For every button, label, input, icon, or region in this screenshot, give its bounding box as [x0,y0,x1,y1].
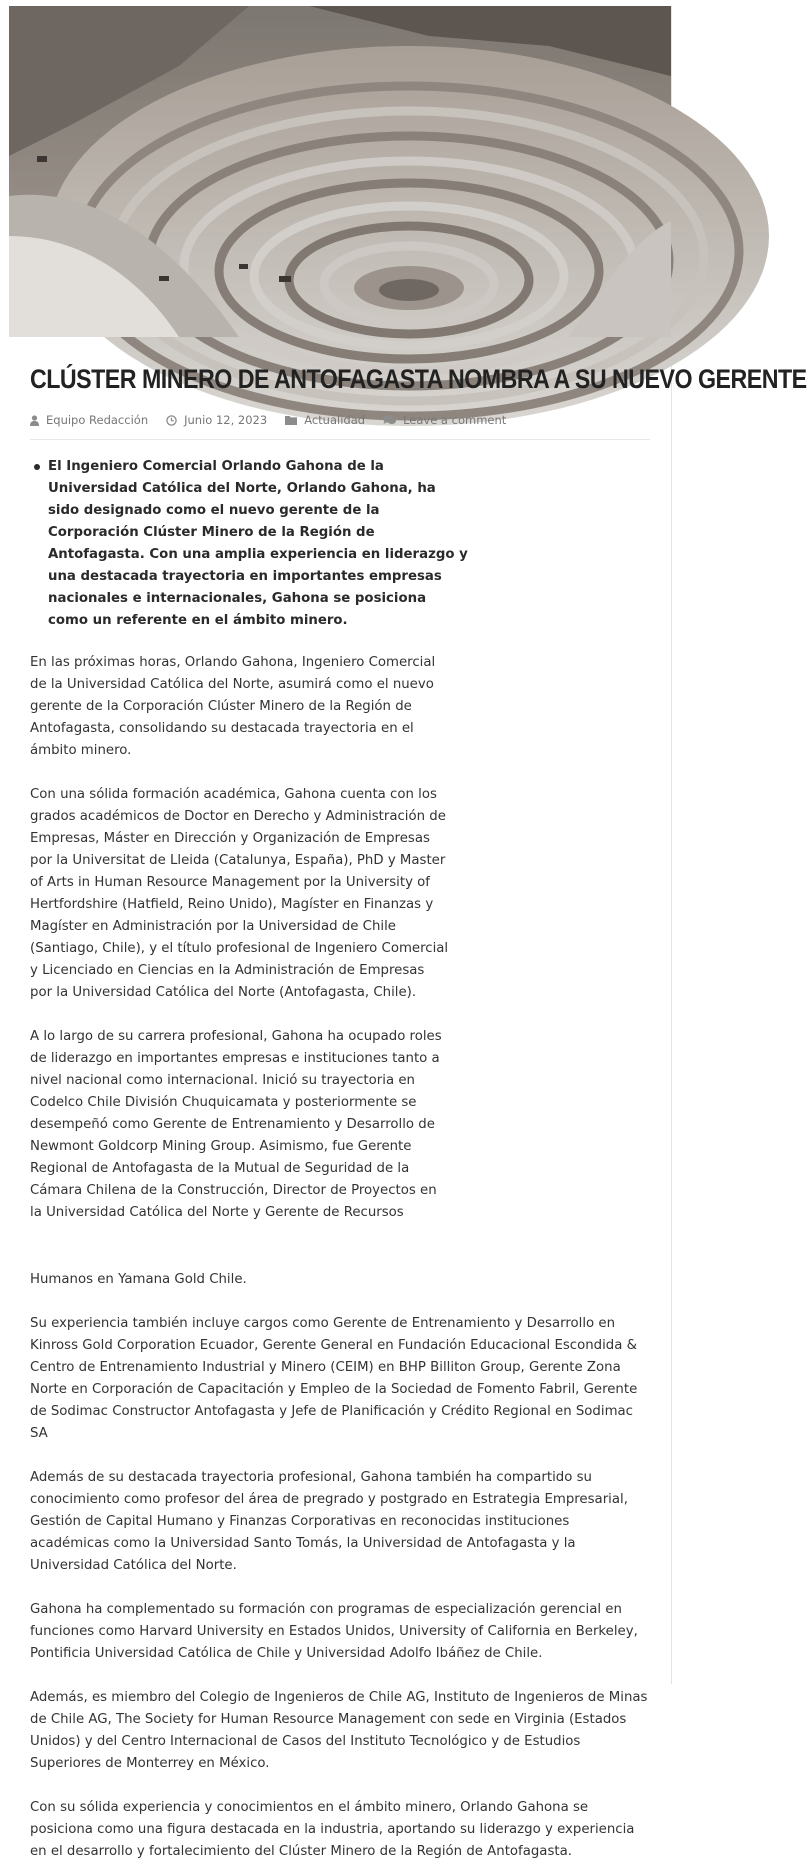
paragraph-5: Su experiencia también incluye cargos como Gerente de Entrenamiento y Desarrollo en Kinross Gold Corporation Ecuador, Gerente General en Fundación Educacional Escondida & Centro de Entrenamiento Industrial y Minero (CEIM) en BHP Billiton Group, Gerente Zona Norte en Corporación de Capacitación y Empleo de la Sociedad de Fomento Fabril, Gerente de Sodimac Constructor Antofagasta y Jefe de Planificación y Crédito Regional en Sodimac SA [30,1316,638,1441]
meta-category[interactable] [285,413,365,427]
paragraph-2: Con una sólida formación académica, Gahona cuenta con los grados académicos de Doctor en Derecho y Administración de Empresas, Máster en Dirección y Organización de Empresas por la Universitat de Lleida (Catalunya, España), PhD y Master of Arts in Human Resource Management por la University of Hertfordshire (Hatfield, Reino Unido), Magíster en Finanzas y Magíster en Administración por la Universidad de Chile (Santiago, Chile), y el título profesional de Ingeniero Comercial y Licenciado en Ciencias en la Administración de Empresas por la Universidad Católica del Norte (Antofagasta, Chile). [30,787,449,1000]
comments-icon [383,415,396,425]
meta-author-label[interactable]: Equipo Redacción [46,413,149,427]
meta-date-label: Junio 12, 2023 [184,413,268,427]
hero-image [9,6,671,337]
paragraph-8: Además, es miembro del Colegio de Ingenieros de Chile AG, Instituto de Ingenieros de Minas de Chile AG, The Society for Human Resource Management con sede en Virginia (Estados Unidos) y del Centro Internacional de Casos del Instituto Tecnológico y de Estudios Superiores de Monterrey en México. [30,1690,648,1771]
meta-author[interactable] [30,413,148,427]
article-meta [30,413,650,440]
meta-comments[interactable] [383,413,506,427]
folder-icon [285,415,297,425]
paragraph-7: Gahona ha complementado su formación con programas de especialización gerencial en funciones como Harvard University en Estados Unidos, University of California en Berkeley, Pontificia Universidad Católica de Chile y Universidad Adolfo Ibáñez de Chile. [30,1602,638,1661]
article-card [9,6,807,1859]
meta-comments-link[interactable]: Leave a comment [403,413,507,427]
paragraph-6: Además de su destacada trayectoria profesional, Gahona también ha compartido su conocimiento como profesor del área de pregrado y postgrado en Estrategia Empresarial, Gestión de Capital Humano y Finanzas Corporativas en reconocidas instituciones académicas como la Universidad Santo Tomás, la Universidad de Antofagasta y la Universidad Católica del Norte. [30,1470,628,1573]
article-title: CLÚSTER MINERO DE ANTOFAGASTA NOMBRA A SU NUEVO GERENTE [30,364,807,394]
clock-icon [166,415,177,426]
paragraph-9: Con su sólida experiencia y conocimientos en el ámbito minero, Orlando Gahona se posiciona como una figura destacada en la industria, aportando su liderazgo y experiencia en el desarrollo y fortalecimiento del Clúster Minero de la Región de Antofagasta. [30,1800,635,1859]
meta-date [166,413,267,427]
highlight-list [30,456,468,632]
article-body [30,337,807,1863]
paragraph-4: Humanos en Yamana Gold Chile. [30,1272,247,1287]
paragraph-1: En las próximas horas, Orlando Gahona, Ingeniero Comercial de la Universidad Católica del Norte, asumirá como el nuevo gerente de la Corporación Clúster Minero de la Región de Antofagasta, consolidando su destacada trayectoria en el ámbito minero. [30,655,436,758]
highlight-item: El Ingeniero Comercial Orlando Gahona de la Universidad Católica del Norte, Orlando Gahona, ha sido designado como el nuevo gerente de la Corporación Clúster Minero de la Región de Antofagasta. Con una amplia experiencia en liderazgo y una destacada trayectoria en importantes empresas nacionales e internacionales, Gahona se posiciona como un referente en el ámbito minero. [48,456,468,632]
open-pit-mine-illustration [9,6,671,337]
paragraph-3: A lo largo de su carrera profesional, Gahona ha ocupado roles de liderazgo en importantes empresas e instituciones tanto a nivel nacional como internacional. Inició su trayectoria en Codelco Chile División Chuquicamata y posteriormente se desempeñó como Gerente de Entrenamiento y Desarrollo de Newmont Goldcorp Mining Group. Asimismo, fue Gerente Regional de Antofagasta de la Mutual de Seguridad de la Cámara Chilena de la Construcción, Director de Proyectos en la Universidad Católica del Norte y Gerente de Recursos [30,1029,442,1220]
meta-category-label[interactable]: Actualidad [304,413,366,427]
user-icon [30,415,39,426]
